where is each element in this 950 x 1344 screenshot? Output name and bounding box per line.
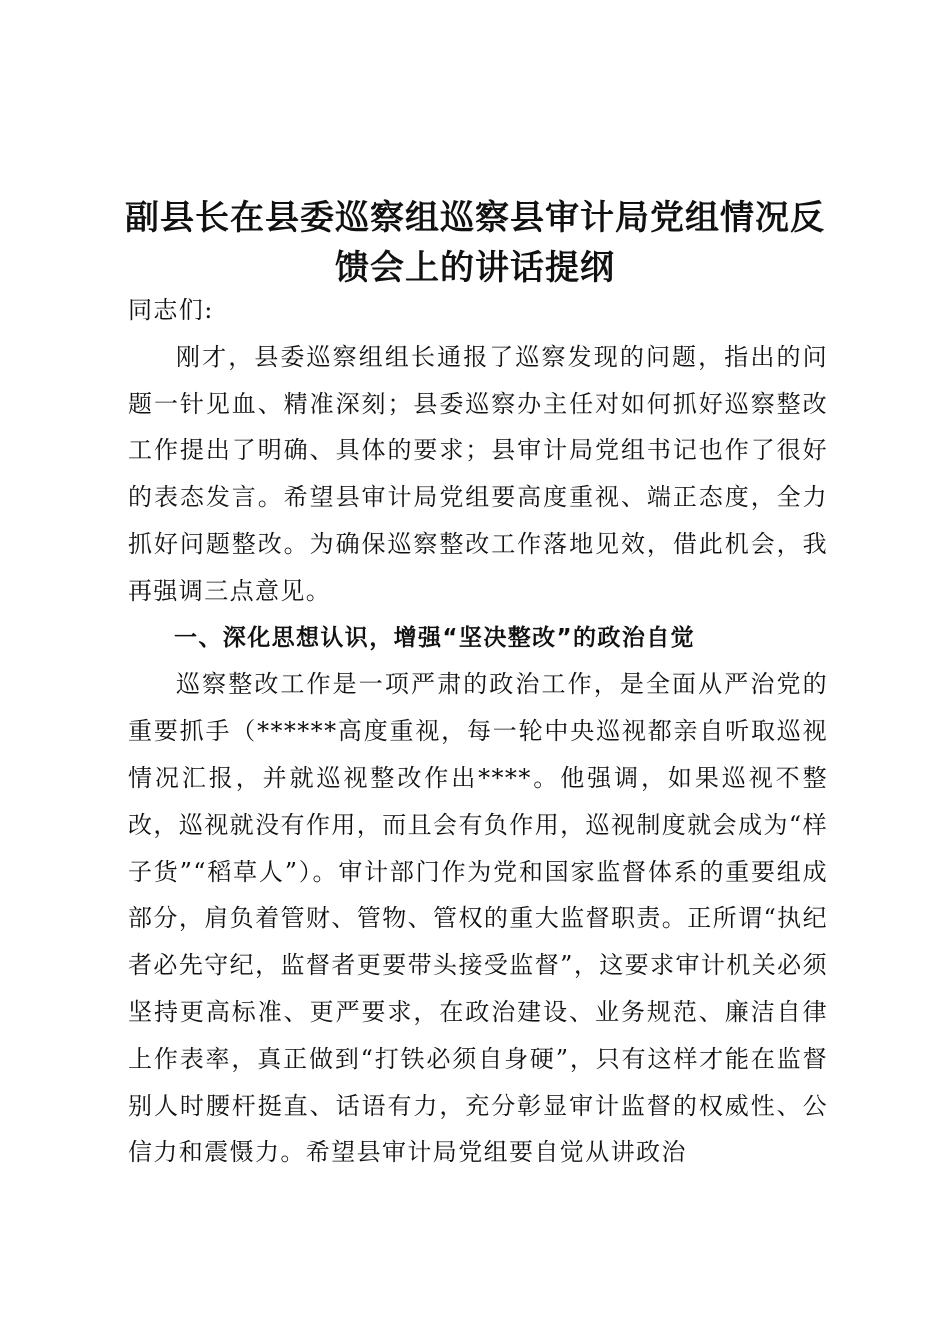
document-title	[110, 193, 840, 293]
section-heading-1: 一、深化思想认识，增强“坚决整改”的政治自觉	[174, 624, 696, 651]
paragraph-opening: 刚才，县委巡察组组长通报了巡察发现的问题，指出的问题一针见血、精准深刻；县委巡察办主任对如何抓好巡察整改工作提出了明确、具体的要求；县审计局党组书记也作了很好的表态发言。希望县审计局党组要高度重视、端正态度，全力抓好问题整改。为确保巡察整改工作落地见效，借此机会，我再强调三点意见。	[128, 342, 828, 605]
greeting: 同志们:	[128, 296, 214, 324]
paragraph-section-1: 巡察整改工作是一项严肃的政治工作，是全面从严治党的重要抓手（******高度重视，每一轮中央巡视都亲自听取巡视情况汇报，并就巡视整改作出****。他强调，如果巡视不整改，巡视就没有作用，而且会有负作用，巡视制度就会成为“样子货”“稻草人”）。审计部门作为党和国家监督体系的重要组成部分，肩负着管财、管物、管权的重大监督职责。正所谓“执纪者必先守纪，监督者更要带头接受监督”，这要求审计机关必须坚持更高标准、更严要求，在政治建设、业务规范、廉洁自律上作表率，真正做到“打铁必须自身硬”，只有这样才能在监督别人时腰杆挺直、话语有力，充分彰显审计监督的权威性、公信力和震慑力。希望县审计局党组要自觉从讲政治	[128, 670, 828, 1167]
title-line-2: 馈会上的讲话提纲	[335, 247, 615, 288]
title-line-1: 副县长在县委巡察组巡察县审计局党组情况反	[125, 197, 825, 238]
document-body	[128, 287, 828, 1176]
